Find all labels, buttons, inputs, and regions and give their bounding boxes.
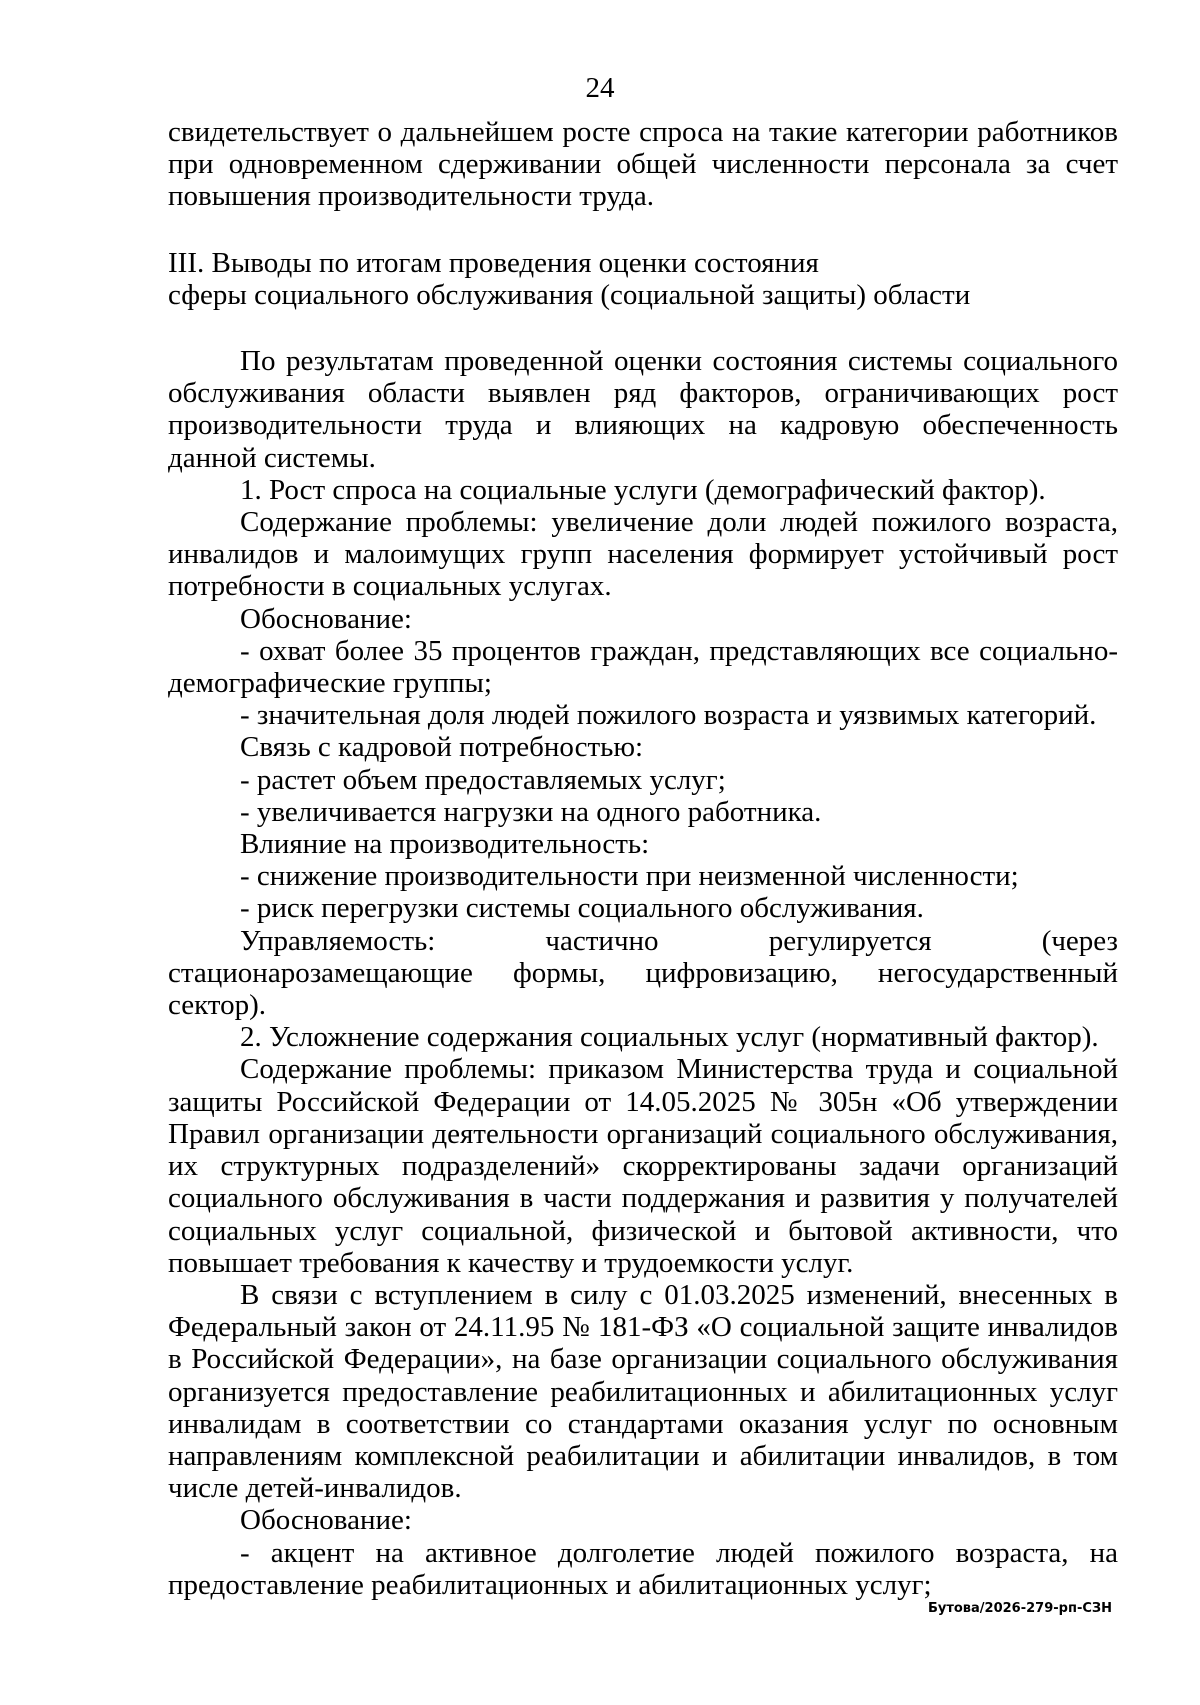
document-body xyxy=(168,116,1118,1601)
section-heading xyxy=(168,213,1118,345)
list-item: - риск перегрузки системы социального обслуживания. xyxy=(240,892,924,925)
list-item: - значительная доля людей пожилого возраста и уязвимых категорий. xyxy=(240,699,1097,732)
section-heading-line-2: сферы социального обслуживания (социальной защиты) области xyxy=(168,278,971,311)
subheading: Связь с кадровой потребностью: xyxy=(240,731,644,764)
paragraph: В связи с вступлением в силу с 01.03.2025 изменений, внесенных в Федеральный закон от 24.11.95 № 181-ФЗ «О социальной защите инвалидов в Российской Федерации», на базе организации социального обслуживания организуется предоставление реабилитационных и абилитационных услуг инвалидам в соответствии со стандартами оказания услуг по основным направлениям комплексной реабилитации и абилитации инвалидов, в том числе детей-инвалидов. xyxy=(168,1278,1118,1505)
section-heading-line-1: III. Выводы по итогам проведения оценки состояния xyxy=(168,246,819,279)
subheading: Обоснование: xyxy=(240,602,412,635)
subheading: Обоснование: xyxy=(240,1504,412,1537)
paragraph-continued: свидетельствует о дальнейшем росте спроса на такие категории работников при одновременном сдерживании общей численности персонала за счет повышения производительности труда. xyxy=(168,116,1118,213)
list-item: - растет объем предоставляемых услуг; xyxy=(240,763,726,796)
factor-title: 2. Усложнение содержания социальных услуг (нормативный фактор). xyxy=(240,1021,1099,1054)
list-item: - снижение производительности при неизменной численности; xyxy=(240,860,1019,893)
factor-title: 1. Рост спроса на социальные услуги (демографический фактор). xyxy=(240,473,1046,506)
list-item: - акцент на активное долголетие людей пожилого возраста, на предоставление реабилитационных и абилитационных услуг; xyxy=(168,1536,1118,1601)
document-registration-code: Бутова/2026-279-рп-СЗН xyxy=(927,1601,1112,1616)
paragraph: Содержание проблемы: увеличение доли людей пожилого возраста, инвалидов и малоимущих групп населения формирует устойчивый рост потребности в социальных услугах. xyxy=(168,506,1118,603)
paragraph: Содержание проблемы: приказом Министерства труда и социальной защиты Российской Федерации от 14.05.2025 № 305н «Об утверждении Правил организации деятельности организаций социального обслуживания, их структурных подразделений» скорректированы задачи организаций социального обслуживания в части поддержания и развития у получателей социальных услуг социальной, физической и бытовой активности, что повышает требования к качеству и трудоемкости услуг. xyxy=(168,1053,1118,1279)
list-item: - охват более 35 процентов граждан, представляющих все социально-демографические группы; xyxy=(168,634,1118,700)
page-number: 24 xyxy=(585,72,615,104)
list-item: - увеличивается нагрузки на одного работника. xyxy=(240,795,822,828)
paragraph: Управляемость: частично регулируется (через стационарозамещающие формы, цифровизацию, негосударственный сектор). xyxy=(168,924,1118,1022)
subheading: Влияние на производительность: xyxy=(240,828,650,861)
paragraph: По результатам проведенной оценки состояния системы социального обслуживания области выявлен ряд факторов, ограничивающих рост производительности труда и влияющих на кадровую обеспеченность данной системы. xyxy=(168,345,1118,474)
